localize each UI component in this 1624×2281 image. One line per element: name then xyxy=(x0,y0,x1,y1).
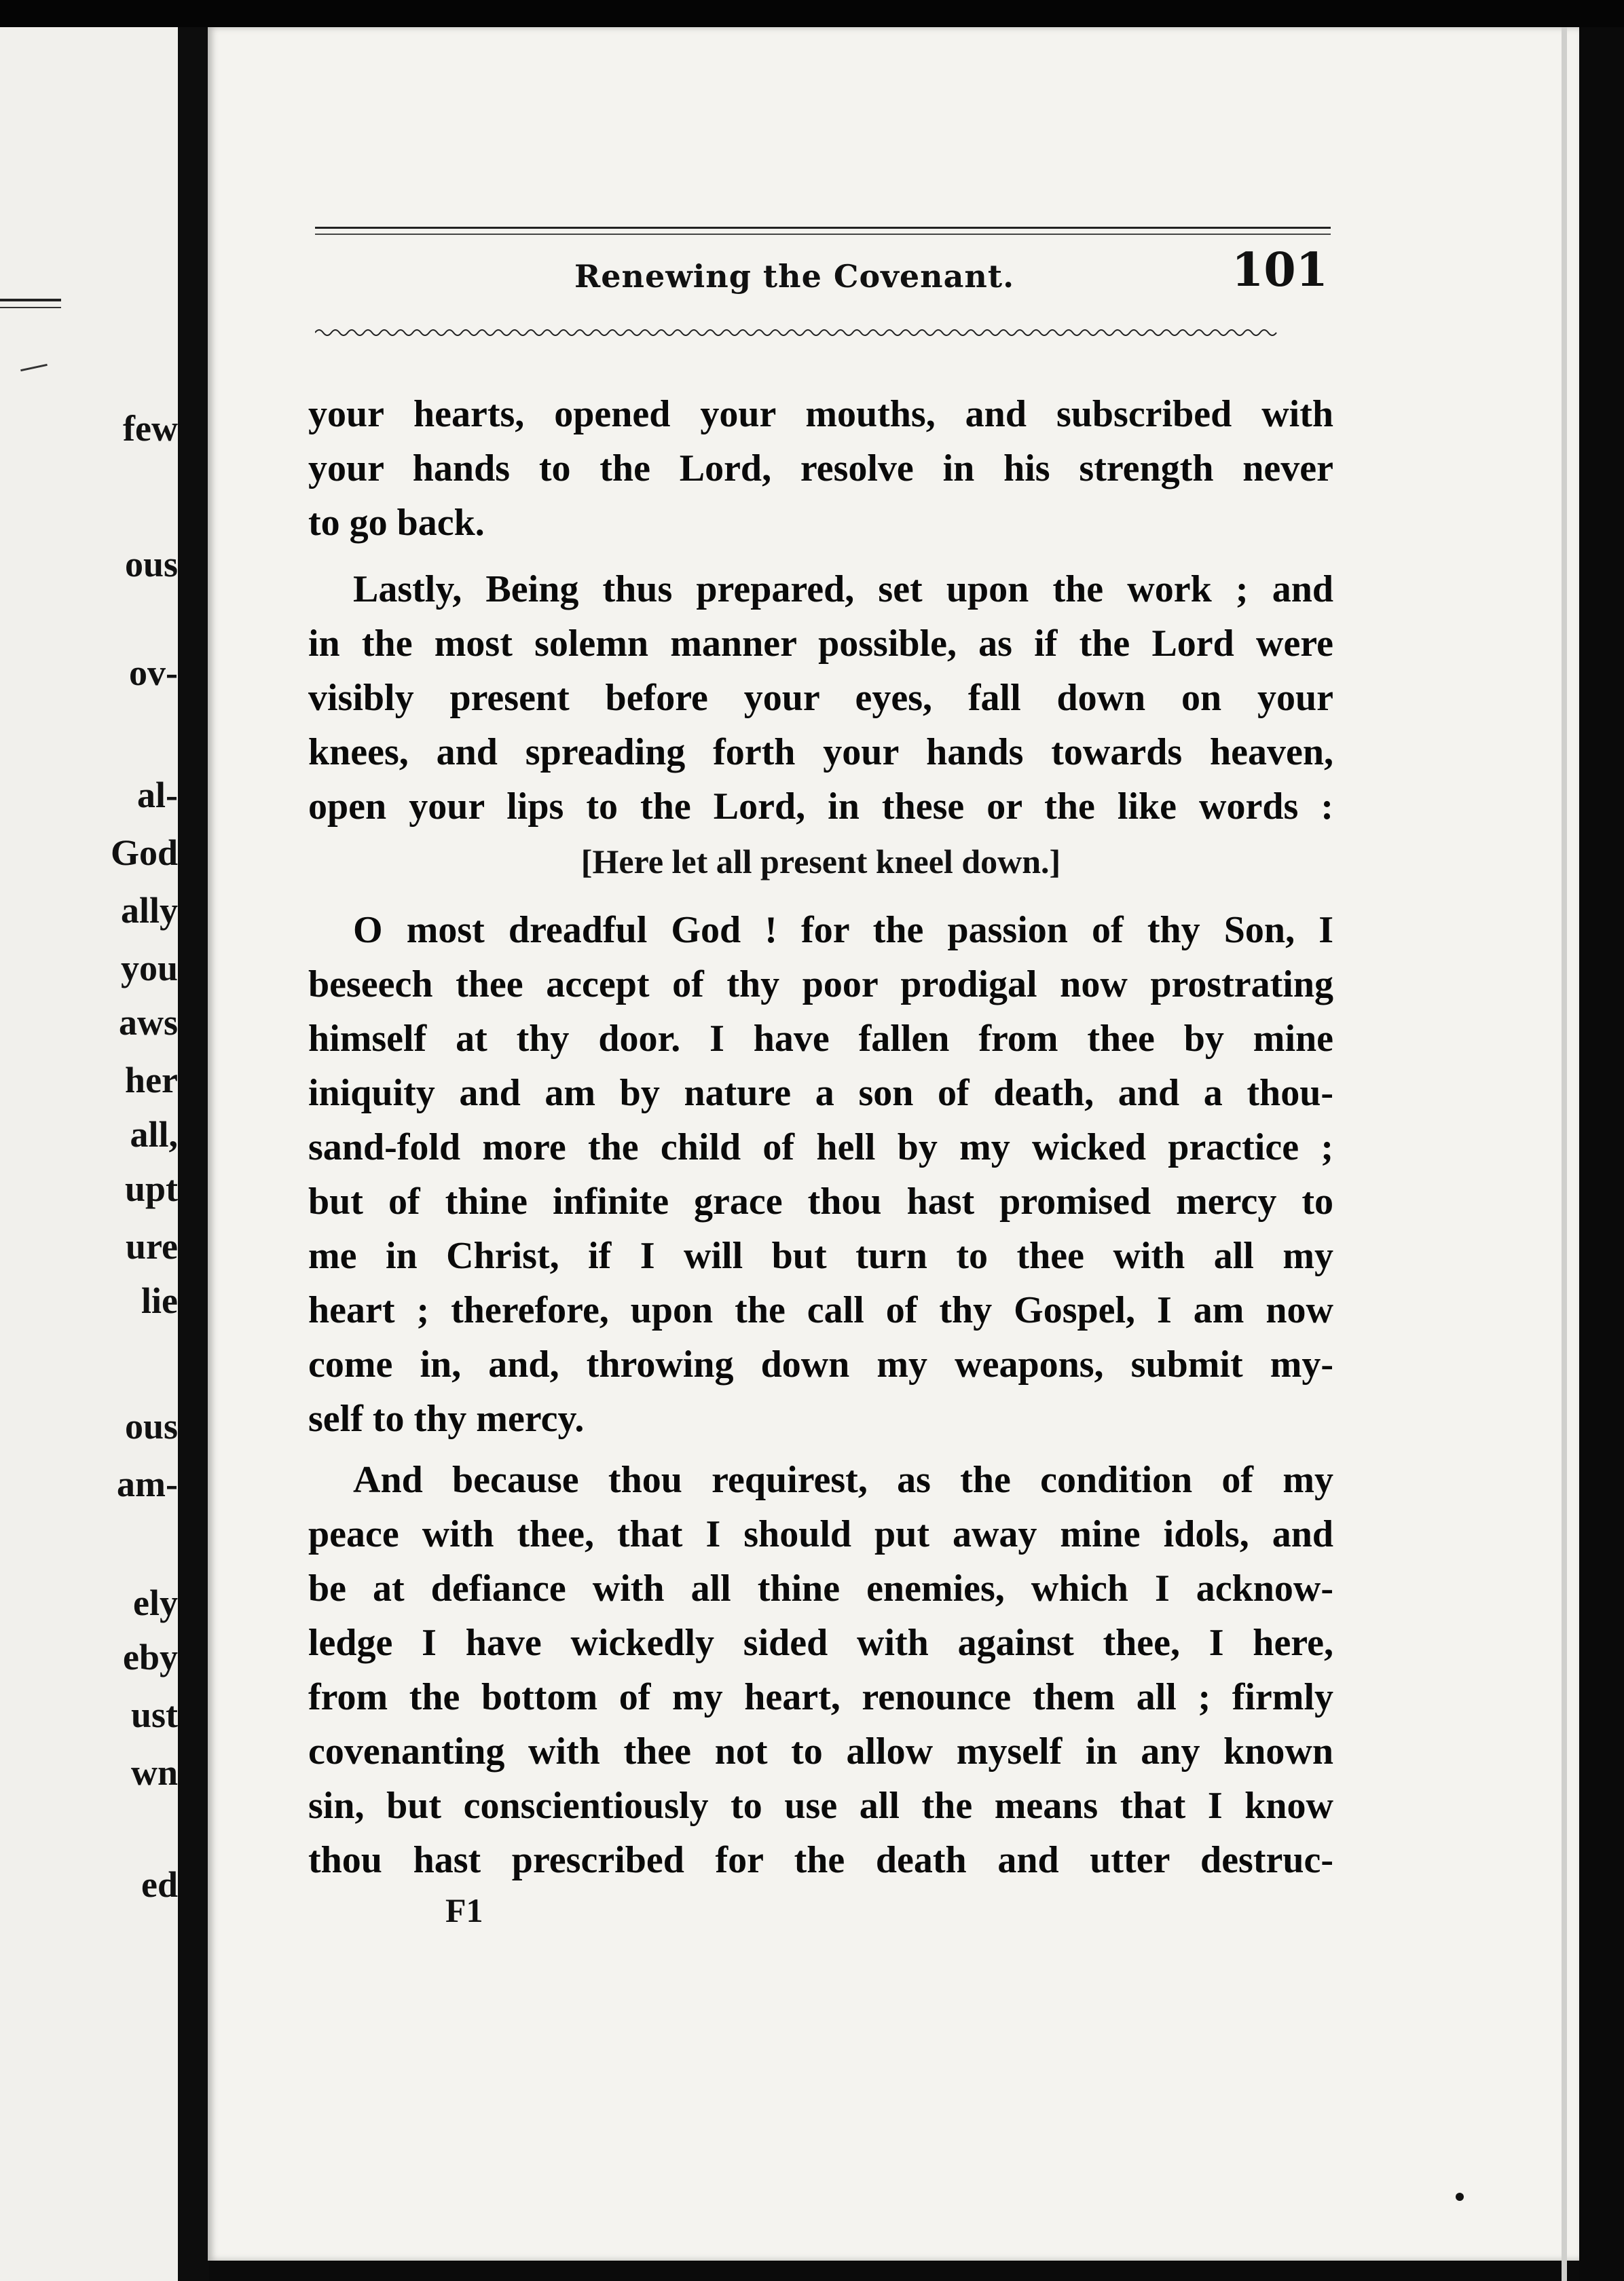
stage-direction: [Here let all present kneel down.] xyxy=(580,842,1061,880)
text-line: in the most solemn manner possible, as if the Lord were xyxy=(308,623,1333,665)
text-line: covenanting with thee not to allow myself in any known xyxy=(308,1730,1333,1773)
text-line: himself at thy door. I have fallen from thee by mine xyxy=(308,1018,1333,1060)
left-page-fragment: ally xyxy=(120,890,178,931)
text-line: Lastly, Being thus prepared, set upon the work ; and xyxy=(353,568,1333,610)
paragraph-1 xyxy=(308,387,1333,550)
left-page-fragment: ust xyxy=(130,1694,178,1735)
paragraph-2 xyxy=(308,562,1333,834)
left-page-fragment: upt xyxy=(124,1168,178,1209)
text-line: but of thine infinite grace thou hast promised mercy to xyxy=(308,1181,1333,1223)
text-line: ledge I have wickedly sided with against thee, I here, xyxy=(308,1622,1333,1664)
left-page-fragment: lie xyxy=(141,1280,178,1321)
running-title: Renewing the Covenant. xyxy=(574,258,1015,295)
book-page xyxy=(208,27,1579,2261)
top-border xyxy=(0,0,1624,27)
header-wavy-rule xyxy=(315,326,1331,339)
text-line: sin, but conscientiously to use all the means that I know xyxy=(308,1785,1333,1827)
text-line: come in, and, throwing down my weapons, submit my- xyxy=(308,1343,1333,1386)
text-line: thou hast prescribed for the death and utter destruc- xyxy=(308,1839,1333,1881)
left-page-fragment: ov- xyxy=(129,652,178,693)
left-page-fragment: ely xyxy=(133,1582,178,1623)
previous-page-strip xyxy=(0,27,178,2281)
header-rule-thin xyxy=(315,234,1331,235)
text-line: me in Christ, if I will but turn to thee with all my xyxy=(308,1235,1333,1277)
text-line: self to thy mercy. xyxy=(308,1398,585,1440)
left-page-fragment: ous xyxy=(124,1406,178,1447)
text-line: sand-fold more the child of hell by my wicked practice ; xyxy=(308,1126,1333,1168)
right-border xyxy=(1579,27,1624,2281)
left-page-fragment: ous xyxy=(124,544,178,585)
left-page-fragment: aws xyxy=(118,1002,178,1043)
text-line: from the bottom of my heart, renounce them all ; firmly xyxy=(308,1676,1333,1718)
text-line: be at defiance with all thine enemies, which I acknow- xyxy=(308,1568,1333,1610)
prayer-paragraph-1 xyxy=(308,903,1333,1446)
left-page-fragment: am- xyxy=(117,1464,178,1504)
text-line: O most dreadful God ! for the passion of thy Son, I xyxy=(353,909,1333,951)
prayer-paragraph-2 xyxy=(308,1453,1333,1887)
left-page-fragment: wn xyxy=(130,1752,178,1793)
header-rule xyxy=(315,227,1331,229)
left-page-fragment: you xyxy=(120,948,178,988)
left-page-mark xyxy=(20,364,48,371)
text-line: beseech thee accept of thy poor prodigal now prostrating xyxy=(308,963,1333,1005)
text-line: And because thou requirest, as the condition of my xyxy=(353,1459,1333,1501)
page-gutter xyxy=(178,27,209,2281)
left-page-fragment: all, xyxy=(130,1114,178,1155)
text-line: iniquity and am by nature a son of death, and a thou- xyxy=(308,1072,1333,1114)
left-page-fragment: her xyxy=(125,1060,178,1100)
left-page-rule xyxy=(0,299,61,301)
page-number: 101 xyxy=(1232,243,1328,297)
left-page-fragment: ed xyxy=(141,1864,178,1905)
left-page-fragment: God xyxy=(110,832,178,873)
text-line: knees, and spreading forth your hands towards heaven, xyxy=(308,731,1333,773)
text-line: your hands to the Lord, resolve in his strength never xyxy=(308,447,1333,489)
left-page-fragment: few xyxy=(123,408,178,449)
text-line: heart ; therefore, upon the call of thy Gospel, I am now xyxy=(308,1289,1333,1331)
text-line: visibly present before your eyes, fall down on your xyxy=(308,677,1333,719)
text-line: to go back. xyxy=(308,502,485,544)
ink-dot xyxy=(1456,2193,1464,2201)
left-page-fragment: ure xyxy=(126,1226,178,1267)
text-line: your hearts, opened your mouths, and subscribed with xyxy=(308,393,1333,435)
text-line: peace with thee, that I should put away mine idols, and xyxy=(308,1513,1333,1555)
left-page-fragment: al- xyxy=(137,775,178,815)
signature-mark: F1 xyxy=(445,1891,483,1929)
left-page-fragment: eby xyxy=(123,1637,178,1677)
page-edge xyxy=(1562,27,1567,2281)
left-page-rule-thin xyxy=(0,307,61,308)
text-line: open your lips to the Lord, in these or the like words : xyxy=(308,785,1333,828)
